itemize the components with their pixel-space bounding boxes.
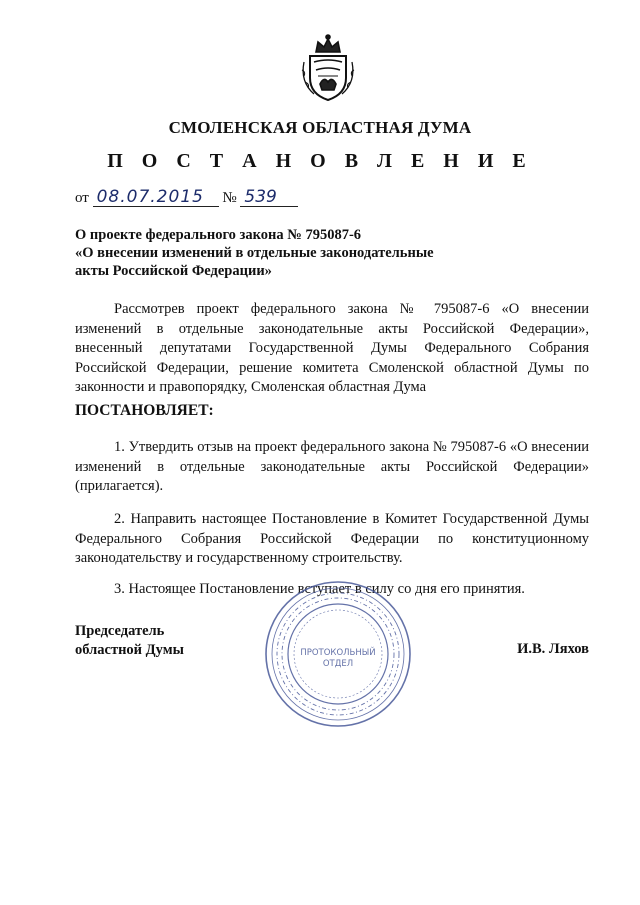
signatory-title (75, 622, 184, 660)
intro-paragraph: Рассмотрев проект федерального закона № 795087-6 «О внесении изменений в отдельные законодательные акты Российской Федерации», внесенный депутатами Государственной Думы Федерального Собрания Российской Федерации, решение комитета Смоленской областной Думы по законности и правопорядку, Смоленская областная Дума (75, 301, 589, 395)
decree-item-1: 1. Утвердить отзыв на проект федерального закона № 795087-6 «О внесении изменений в отдельные законодательные акты Российской Федерации» (прилагается). (75, 439, 589, 494)
signatory-title-line: областной Думы (75, 642, 184, 658)
number-prefix: № (222, 190, 237, 206)
coat-of-arms-icon (296, 32, 360, 104)
official-stamp (262, 578, 414, 730)
decree-heading: ПОСТАНОВЛЯЕТ: (75, 402, 214, 419)
stamp-center-line2: ОТДЕЛ (322, 659, 354, 669)
signatory-title-line: Председатель (75, 623, 165, 639)
org-name: СМОЛЕНСКАЯ ОБЛАСТНАЯ ДУМА (168, 118, 472, 137)
signatory-name: И.В. Ляхов (517, 641, 589, 657)
decree-item-3: 3. Настоящее Постановление вступает в силу со дня его принятия. (114, 581, 525, 597)
subject-line: О проекте федерального закона № 795087-6 (75, 227, 362, 243)
document-type: П О С Т А Н О В Л Е Н И Е (107, 150, 533, 172)
decree-item-2: 2. Направить настоящее Постановление в Комитет Государственной Думы Федерального Собрания Российской Федерации по конституционному законодательству и государственному строительству. (75, 511, 589, 566)
handwritten-number: 539 (240, 189, 298, 207)
document-subject (75, 226, 495, 280)
handwritten-date: 08.07.2015 (93, 189, 219, 207)
stamp-center-line1: ПРОТОКОЛЬНЫЙ (300, 648, 376, 658)
date-number-line (75, 189, 298, 207)
subject-line: акты Российской Федерации» (75, 263, 272, 279)
subject-line: «О внесении изменений в отдельные законодательные (75, 245, 434, 261)
date-prefix: от (75, 190, 89, 206)
